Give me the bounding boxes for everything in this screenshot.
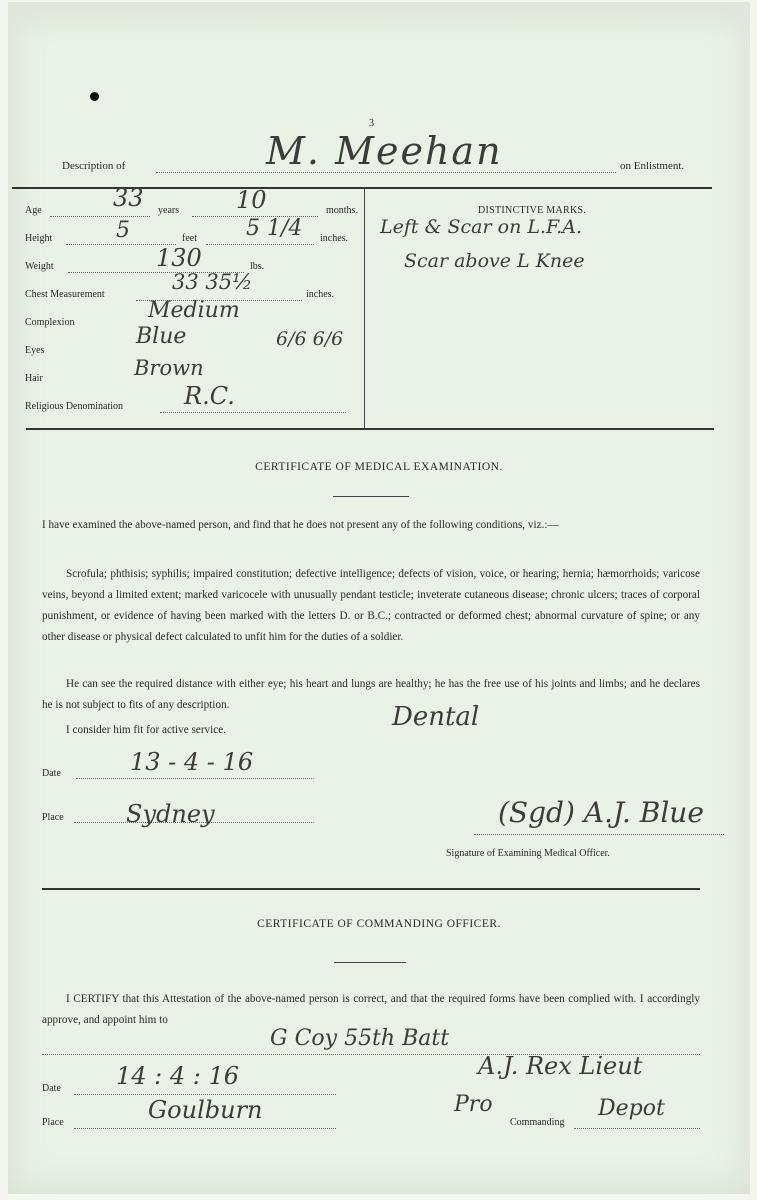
description-prefix: Description of xyxy=(62,160,126,172)
weight-label: Weight xyxy=(25,261,54,272)
dental-note: Dental xyxy=(392,702,480,732)
chest-value: 33 35½ xyxy=(172,270,253,294)
attestation-sheet xyxy=(8,2,750,1194)
commanding-place-label: Place xyxy=(42,1117,64,1128)
inches-label: inches. xyxy=(320,233,349,244)
ink-blot xyxy=(90,92,99,101)
age-years: 33 xyxy=(113,184,144,212)
feet-label: feet xyxy=(182,233,197,244)
description-suffix: on Enlistment. xyxy=(620,160,685,172)
medical-signature-dots xyxy=(474,834,724,835)
years-label: years xyxy=(158,205,180,216)
medical-statement: He can see the required distance with either eye; his heart and lungs are healthy; he has the free use of his joints and limbs; and he declares he is not subject to fits of any description. xyxy=(42,678,700,711)
complexion-label: Complexion xyxy=(25,317,75,328)
lbs-label: lbs. xyxy=(250,261,265,272)
commanding-place-dots xyxy=(74,1128,336,1129)
hair-value: Brown xyxy=(134,356,204,380)
commanding-heading: CERTIFICATE OF COMMANDING OFFICER. xyxy=(257,918,501,930)
fit-for-service-text: I consider him fit for active service. xyxy=(66,724,226,736)
age-label: Age xyxy=(25,205,42,216)
medical-place-value: Sydney xyxy=(126,800,215,828)
age-dots xyxy=(50,216,150,217)
months-label: months. xyxy=(326,205,358,216)
height-label: Height xyxy=(25,233,53,244)
middle-rule xyxy=(42,888,700,890)
pro-note: Pro xyxy=(454,1092,493,1117)
eyes-value: Blue xyxy=(136,324,187,349)
hair-label: Hair xyxy=(25,373,43,384)
commanding-dots xyxy=(574,1128,700,1129)
complexion-value: Medium xyxy=(148,298,240,323)
weight-value: 130 xyxy=(156,244,202,272)
distinctive-mark-2: Scar above L Knee xyxy=(404,250,585,272)
chest-inches-label: inches. xyxy=(306,289,335,300)
commanding-date-dots xyxy=(74,1094,336,1095)
medical-heading: CERTIFICATE OF MEDICAL EXAMINATION. xyxy=(255,461,503,473)
commanding-signature: A.J. Rex Lieut xyxy=(478,1052,643,1080)
medical-date-dots xyxy=(76,778,314,779)
commanding-label: Commanding xyxy=(510,1117,565,1128)
medical-officer-signature: (Sgd) A.J. Blue xyxy=(498,796,704,829)
certify-text: I CERTIFY that this Attestation of the above-named person is correct, and that the required forms have been complied with. I accordingly approve, and appoint him to xyxy=(42,993,700,1026)
recruit-name: M. Meehan xyxy=(266,129,503,173)
medical-date-value: 13 - 4 - 16 xyxy=(130,748,254,776)
eyes-label: Eyes xyxy=(25,345,45,356)
column-divider xyxy=(364,188,365,429)
table-bottom-rule xyxy=(26,428,714,430)
age-months: 10 xyxy=(236,186,267,214)
appointment-value: G Coy 55th Batt xyxy=(270,1026,450,1051)
religion-dots xyxy=(160,412,346,413)
medical-heading-rule xyxy=(333,496,409,497)
eyes-note: 6/6 6/6 xyxy=(276,328,344,350)
medical-signature-label: Signature of Examining Medical Officer. xyxy=(446,848,610,859)
inches-dots xyxy=(206,244,314,245)
commanding-value: Depot xyxy=(598,1096,665,1121)
page-number: 3 xyxy=(369,118,374,129)
distinctive-mark-1: Left & Scar on L.F.A. xyxy=(380,216,583,238)
religion-label: Religious Denomination xyxy=(25,401,124,412)
commanding-place-value: Goulburn xyxy=(148,1096,263,1124)
chest-label: Chest Measurement xyxy=(25,289,105,300)
medical-date-label: Date xyxy=(42,768,61,779)
medical-conditions: Scrofula; phthisis; syphilis; impaired constitution; defective intelligence; defects of vision, voice, or hearing; hernia; hæmorrhoids; varicose veins, beyond a limited extent; marked varicocele with unusually pendant testicle; inveterate cutaneous disease; chronic ulcers; traces of corporal punishment, or evidence of having been marked with the letters D. or B.C.; contracted or deformed chest; abnormal curvature of spine; or any other disease or physical defect calculated to unfit him for the duties of a soldier. xyxy=(42,568,700,643)
medical-intro: I have examined the above-named person, and find that he does not present any of the following conditions, viz.:— xyxy=(42,519,559,531)
height-feet: 5 xyxy=(116,218,130,243)
medical-place-label: Place xyxy=(42,812,64,823)
commanding-date-value: 14 : 4 : 16 xyxy=(116,1062,240,1090)
commanding-heading-rule xyxy=(334,962,406,963)
commanding-date-label: Date xyxy=(42,1083,61,1094)
height-inches: 5 1/4 xyxy=(246,216,303,241)
distinctive-marks-heading: DISTINCTIVE MARKS. xyxy=(478,205,587,216)
religion-value: R.C. xyxy=(184,382,235,410)
